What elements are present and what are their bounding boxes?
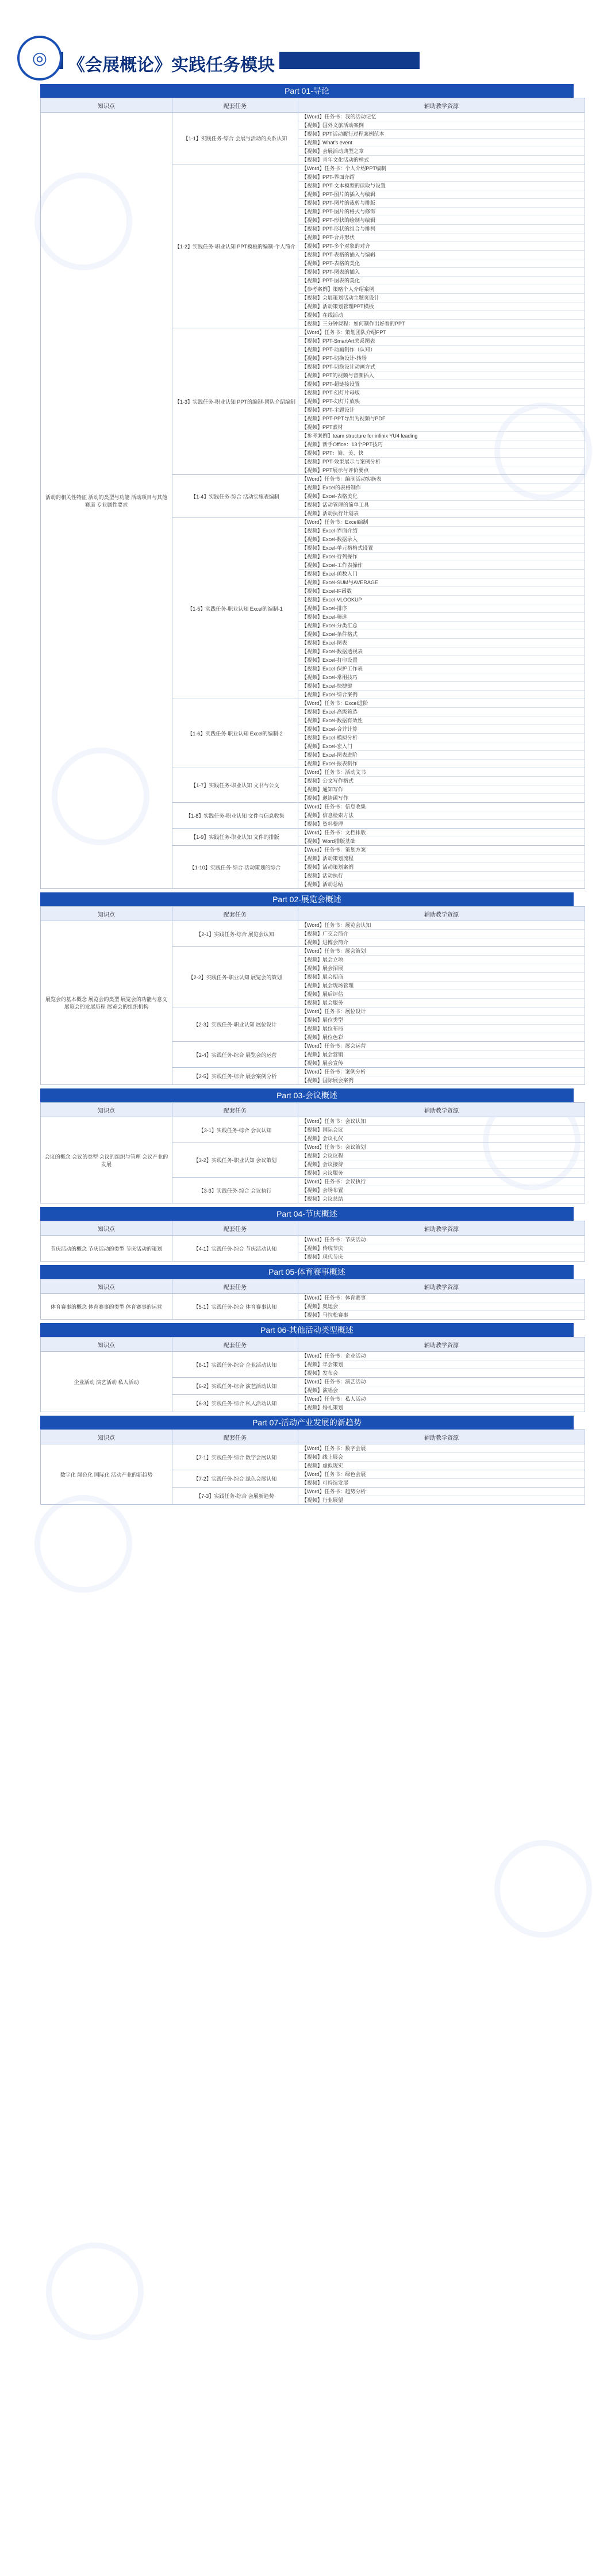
task-cell: 【1-7】实践任务-职业认知 文书与公文 — [172, 768, 298, 803]
resource-item[interactable]: 【Word】任务书：展览会认知 — [298, 921, 585, 930]
resource-item[interactable]: 【Word】任务书：私人活动 — [298, 1395, 585, 1404]
resource-item[interactable]: 【Word】任务书：体育赛事 — [298, 1294, 585, 1302]
resource-item[interactable]: 【视频】PPT展示与评价要点 — [302, 467, 369, 473]
resource-item[interactable]: 【视频】邀请函写作 — [302, 795, 349, 801]
resource-item[interactable]: 【视频】通知写作 — [298, 785, 585, 794]
resource-item[interactable]: 【视频】PPT-切换设计-转场 — [298, 354, 585, 363]
resource-cell — [298, 1178, 585, 1203]
resource-cell — [298, 921, 585, 947]
resource-item[interactable]: 【Word】任务书：绿色会展 — [298, 1470, 585, 1479]
resource-item[interactable]: 【视频】PPT-切换设计动画方式 — [298, 363, 585, 371]
resource-item[interactable]: 【视频】Excel的表格制作 — [298, 484, 585, 492]
resource-item[interactable]: 【Word】任务书：企业活动 — [298, 1352, 585, 1360]
column-header: 配套任务 — [172, 1103, 298, 1117]
resource-item[interactable]: 【视频】Excel-模拟分析 — [298, 734, 585, 742]
task-cell: 【6-3】实践任务-综合 私人活动认知 — [172, 1395, 298, 1412]
resource-item[interactable]: 【视频】展位类型 — [298, 1016, 585, 1025]
resource-item[interactable]: 【视频】展后评估 — [298, 990, 585, 999]
resource-item[interactable]: 【视频】PPT-文本模型的读取与设置 — [298, 182, 585, 190]
resource-item[interactable]: 【视频】青年文化活动的样式 — [302, 157, 370, 163]
resource-item[interactable]: 【视频】会议接待 — [298, 1160, 585, 1169]
resource-item[interactable]: 【视频】PPT-图表的美化 — [298, 277, 585, 285]
resource-item[interactable]: 【视频】广交会简介 — [298, 930, 585, 938]
resource-item[interactable]: 【视频】Excel-VLOOKUP — [298, 596, 585, 604]
task-cell: 【1-6】实践任务-职业认知 Excel的编制-2 — [172, 699, 298, 768]
knowledge-cell: 数字化 绿色化 国际化 活动产业的新趋势 — [41, 1444, 172, 1505]
resource-item[interactable]: 【视频】Excel-排序 — [298, 604, 585, 613]
task-cell: 【1-3】实践任务-职业认知 PPT的编制-团队介绍编制 — [172, 328, 298, 475]
resource-item[interactable]: 【视频】PPT-效果展示与案例分析 — [298, 458, 585, 466]
resource-item[interactable]: 【视频】活动总结 — [302, 881, 344, 887]
resource-cell — [298, 1352, 585, 1378]
resource-item[interactable]: 【视频】Excel-数据录入 — [298, 535, 585, 544]
part-title: Part 01-导论 — [40, 84, 574, 98]
resource-item[interactable]: 【视频】Excel-行列操作 — [298, 553, 585, 561]
resource-item[interactable]: 【Word】任务书：我的活动记忆 — [298, 113, 585, 121]
task-cell: 【2-4】实践任务-综合 展览会的运营 — [172, 1042, 298, 1068]
resource-item[interactable]: 【视频】PPT-形状的绘制与编辑 — [298, 216, 585, 225]
resource-item[interactable]: 【视频】会展策划活动主题页设计 — [298, 294, 585, 302]
resource-item[interactable]: 【视频】Excel-表格美化 — [298, 492, 585, 501]
resource-item[interactable]: 【视频】新手Office：13个PPT技巧 — [298, 440, 585, 449]
resource-item[interactable]: 【视频】资料整理 — [302, 821, 344, 827]
resource-item[interactable]: 【Word】任务书：策划团队介绍PPT — [298, 328, 585, 337]
resource-cell — [298, 768, 585, 803]
resource-cell — [298, 328, 585, 475]
table-row — [41, 113, 585, 164]
column-header: 知识点 — [41, 1221, 172, 1236]
resource-item[interactable]: 【视频】年会策划 — [298, 1360, 585, 1369]
resource-item[interactable]: 【参考案例】策略个人介绍案例 — [298, 285, 585, 294]
resource-cell — [298, 1007, 585, 1042]
resource-item[interactable]: 【视频】会议礼仪 — [302, 1136, 344, 1141]
task-table — [40, 1102, 585, 1203]
resource-item[interactable]: 【视频】Excel-图表进阶 — [298, 751, 585, 760]
column-header: 辅助教学资源 — [298, 907, 585, 921]
column-header: 知识点 — [41, 1430, 172, 1444]
resource-item[interactable]: 【视频】进博会简介 — [302, 940, 349, 945]
resource-item[interactable]: 【Word】任务书：Excel进阶 — [298, 699, 585, 708]
resource-item[interactable]: 【视频】会展活动典型之章 — [298, 147, 585, 156]
resource-item[interactable]: 【视频】会议服务 — [302, 1170, 344, 1176]
column-header: 配套任务 — [172, 907, 298, 921]
task-table — [40, 1221, 585, 1262]
task-cell: 【1-4】实践任务-综合 活动实施表编制 — [172, 475, 298, 518]
resource-item[interactable]: 【视频】公文写作格式 — [298, 777, 585, 785]
resource-item[interactable]: 【Word】任务书：展会运营 — [298, 1042, 585, 1051]
resource-item[interactable]: 【视频】活动策划案例 — [298, 863, 585, 872]
resource-item[interactable]: 【参考案例】team structure for infinix YU4 leading — [298, 432, 585, 440]
resource-item[interactable]: 【视频】PPT-SmartArt关系图表 — [298, 337, 585, 346]
resource-item[interactable]: 【Word】任务书：展会策划 — [298, 947, 585, 956]
resource-cell — [298, 1117, 585, 1143]
column-header: 辅助教学资源 — [298, 98, 585, 113]
resource-item[interactable]: 【视频】Excel-报表制作 — [302, 761, 358, 766]
resource-item[interactable]: 【视频】展会宣传 — [302, 1060, 344, 1066]
resource-cell — [298, 1395, 585, 1412]
column-header: 辅助教学资源 — [298, 1103, 585, 1117]
resource-item[interactable]: 【视频】虚拟现实 — [302, 1463, 344, 1469]
resource-item[interactable]: 【视频】Excel-工作表操作 — [298, 561, 585, 570]
resource-cell — [298, 518, 585, 699]
task-cell: 【2-2】实践任务-职业认知 展览会的策划 — [172, 947, 298, 1007]
resource-item[interactable]: 【视频】PPT-主题设计 — [298, 406, 585, 415]
part-title: Part 05-体育赛事概述 — [40, 1265, 574, 1279]
part-title: Part 07-活动产业发展的新趋势 — [40, 1416, 574, 1429]
resource-item[interactable]: 【视频】展位布局 — [298, 1025, 585, 1033]
knowledge-cell: 节庆活动的概念 节庆活动的类型 节庆活动的策划 — [41, 1236, 172, 1262]
resource-item[interactable]: 【视频】PPT-PPT导出为视频与PDF — [298, 415, 585, 423]
resource-item[interactable]: 【视频】现代节庆 — [302, 1254, 344, 1260]
resource-item[interactable]: 【视频】PPT的视频与音频插入 — [298, 371, 585, 380]
resource-item[interactable]: 【视频】Excel-IF函数 — [298, 587, 585, 596]
resource-item[interactable]: 【视频】发布会 — [302, 1370, 339, 1376]
task-cell: 【7-3】实践任务-综合 会展新趋势 — [172, 1488, 298, 1505]
resource-item[interactable]: 【视频】国际会议 — [298, 1126, 585, 1134]
part-title: Part 04-节庆概述 — [40, 1207, 574, 1221]
table-row — [41, 1352, 585, 1378]
resource-item[interactable]: 【视频】Excel-宏入门 — [298, 742, 585, 751]
column-header: 配套任务 — [172, 1279, 298, 1294]
resource-item[interactable]: 【视频】信息检索方法 — [298, 811, 585, 820]
resource-item[interactable]: 【视频】Excel-图表 — [298, 639, 585, 647]
resource-item[interactable]: 【视频】会场布置 — [298, 1186, 585, 1195]
resource-item[interactable]: 【视频】展位色彩 — [302, 1034, 344, 1040]
resource-item[interactable]: 【视频】会议议程 — [298, 1152, 585, 1160]
task-table — [40, 1337, 585, 1412]
resource-item[interactable]: 【视频】奥运会 — [298, 1302, 585, 1311]
resource-item[interactable]: 【视频】在线活动 — [298, 311, 585, 320]
part-title: Part 06-其他活动类型概述 — [40, 1323, 574, 1337]
resource-cell — [298, 1470, 585, 1488]
resource-cell — [298, 829, 585, 846]
task-cell: 【7-2】实践任务-综合 绿色会展认知 — [172, 1470, 298, 1488]
resource-item[interactable]: 【视频】Excel-合并计算 — [298, 725, 585, 734]
resource-item[interactable]: 【视频】Excel-高级筛选 — [298, 708, 585, 716]
resource-item[interactable]: 【视频】展会现场管理 — [298, 982, 585, 990]
resource-item[interactable]: 【视频】PPT-超链接设置 — [298, 380, 585, 389]
resource-item[interactable]: 【视频】Excel-常用技巧 — [298, 673, 585, 682]
resource-item[interactable]: 【视频】Excel-打印设置 — [298, 656, 585, 665]
resource-item[interactable]: 【视频】Excel-数据有效性 — [298, 716, 585, 725]
content — [40, 80, 574, 1505]
resource-item[interactable]: 【Word】任务书：会议策划 — [298, 1143, 585, 1152]
resource-item[interactable]: 【Word】任务书：信息收集 — [298, 803, 585, 811]
resource-cell — [298, 1488, 585, 1505]
resource-item[interactable]: 【Word】任务书：Excel编制 — [298, 518, 585, 527]
resource-item[interactable]: 【视频】活动策划管理PPT模板 — [298, 302, 585, 311]
resource-cell — [298, 1068, 585, 1085]
resource-item[interactable]: 【视频】PPT-合并形状 — [298, 233, 585, 242]
resource-item[interactable]: 【视频】PPT-图表的插入 — [298, 268, 585, 277]
resource-item[interactable]: 【视频】PPT-形状的组合与排列 — [298, 225, 585, 233]
task-table — [40, 906, 585, 1085]
resource-item[interactable]: 【视频】PPT-幻灯片母版 — [298, 389, 585, 397]
resource-cell — [298, 475, 585, 518]
column-header: 配套任务 — [172, 1221, 298, 1236]
resource-item[interactable]: 【视频】活动管理的简单工具 — [298, 501, 585, 509]
resource-cell — [298, 1444, 585, 1470]
resource-cell — [298, 846, 585, 889]
resource-item[interactable]: 【视频】可持续发展 — [302, 1480, 349, 1486]
resource-item[interactable]: 【Word】任务书：文档排版 — [298, 829, 585, 837]
resource-item[interactable]: 【视频】PPT-幻灯片放映 — [298, 397, 585, 406]
table-row — [41, 1236, 585, 1262]
header — [0, 0, 611, 75]
resource-item[interactable]: 【视频】传统节庆 — [298, 1244, 585, 1253]
resource-cell — [298, 947, 585, 1007]
resource-item[interactable]: 【视频】活动执行计划表 — [302, 511, 359, 516]
logo-icon: ◎ — [17, 36, 62, 80]
task-cell: 【5-1】实践任务-综合 体育赛事认知 — [172, 1294, 298, 1320]
resource-item[interactable]: 【Word】任务书：节庆活动 — [298, 1236, 585, 1244]
resource-item[interactable]: 【视频】活动策划流程 — [298, 854, 585, 863]
part-title: Part 02-展览会概述 — [40, 892, 574, 906]
resource-cell — [298, 803, 585, 829]
resource-item[interactable]: 【视频】线上展会 — [298, 1453, 585, 1462]
table-row — [41, 1117, 585, 1143]
column-header: 辅助教学资源 — [298, 1279, 585, 1294]
resource-item[interactable]: 【视频】活动执行 — [298, 872, 585, 880]
column-header: 辅助教学资源 — [298, 1337, 585, 1352]
resource-item[interactable]: 【视频】行业展望 — [302, 1497, 344, 1503]
resource-cell — [298, 113, 585, 164]
task-cell: 【1-8】实践任务-职业认知 文件与信息收集 — [172, 803, 298, 829]
table-row — [41, 921, 585, 947]
resource-item[interactable]: 【视频】PPT活动履行过程案例范本 — [298, 130, 585, 139]
resource-item[interactable]: 【视频】Excel-保护工作表 — [298, 665, 585, 673]
resource-item[interactable]: 【视频】展会招展 — [298, 964, 585, 973]
resource-item[interactable]: 【视频】PPT-表格的插入与编辑 — [298, 251, 585, 259]
resource-item[interactable]: 【视频】PPT-图片的裁剪与排版 — [298, 199, 585, 208]
resource-cell — [298, 699, 585, 768]
resource-cell — [298, 1236, 585, 1262]
knowledge-cell: 活动的相关性特征 活动的类型与功能 活动项目与其他赛道 专业属性要求 — [41, 113, 172, 889]
task-table — [40, 1279, 585, 1320]
resource-cell — [298, 1143, 585, 1178]
resource-item[interactable]: 【视频】婚礼策划 — [302, 1405, 344, 1410]
resource-item[interactable]: 【视频】PPT素材 — [298, 423, 585, 432]
column-header: 知识点 — [41, 907, 172, 921]
resource-item[interactable]: 【视频】Excel-界面介绍 — [298, 527, 585, 535]
table-row — [41, 1294, 585, 1320]
resource-item[interactable]: 【视频】Excel-综合案例 — [302, 692, 358, 697]
task-cell: 【3-3】实践任务-综合 会议执行 — [172, 1178, 298, 1203]
knowledge-cell: 展览会的基本概念 展览会的类型 展览会的功能与意义 展览会的发展历程 展览会的组织机构 — [41, 921, 172, 1085]
knowledge-cell: 体育赛事的概念 体育赛事的类型 体育赛事的运营 — [41, 1294, 172, 1320]
task-cell: 【6-2】实践任务-综合 演艺活动认知 — [172, 1378, 298, 1395]
task-cell: 【1-9】实践任务-职业认知 文件的排版 — [172, 829, 298, 846]
resource-item[interactable]: 【视频】马拉松赛事 — [302, 1312, 349, 1318]
resource-item[interactable]: 【视频】Excel-单元格格式设置 — [298, 544, 585, 553]
part-title: Part 03-会议概述 — [40, 1088, 574, 1102]
resource-item[interactable]: 【视频】Excel-快捷键 — [298, 682, 585, 691]
task-cell: 【4-1】实践任务-综合 节庆活动认知 — [172, 1236, 298, 1262]
resource-item[interactable]: 【视频】Excel-数据透视表 — [298, 647, 585, 656]
task-cell: 【2-3】实践任务-职业认知 展位设计 — [172, 1007, 298, 1042]
knowledge-cell: 会议的概念 会议的类型 会议的组织与管理 会议产业的发展 — [41, 1117, 172, 1203]
resource-item[interactable]: 【Word】任务书：展位设计 — [298, 1007, 585, 1016]
column-header: 知识点 — [41, 1103, 172, 1117]
task-cell: 【1-1】实践任务-综合 会展与活动的关系认知 — [172, 113, 298, 164]
page-title: 《会展概论》实践任务模块 — [63, 51, 279, 76]
resource-item[interactable]: 【视频】展会服务 — [302, 1000, 344, 1006]
column-header: 辅助教学资源 — [298, 1430, 585, 1444]
column-header: 配套任务 — [172, 98, 298, 113]
resource-item[interactable]: 【视频】PPT：简、美、快 — [298, 449, 585, 458]
table-row — [41, 1444, 585, 1470]
resource-item[interactable]: 【视频】PPT-图片的格式与修饰 — [298, 208, 585, 216]
resource-item[interactable]: 【视频】Excel-SUM与AVERAGE — [298, 578, 585, 587]
resource-item[interactable]: 【Word】任务书：策划方案 — [298, 846, 585, 854]
resource-item[interactable]: 【Word】任务书：个人介绍PPT编制 — [298, 164, 585, 173]
task-table — [40, 98, 585, 889]
resource-item[interactable]: 【Word】任务书：趋势分析 — [298, 1488, 585, 1496]
column-header: 配套任务 — [172, 1337, 298, 1352]
resource-item[interactable]: 【视频】Excel-函数入门 — [298, 570, 585, 578]
resource-item[interactable]: 【Word】任务书：会议认知 — [298, 1117, 585, 1126]
task-cell: 【3-1】实践任务-综合 会议认知 — [172, 1117, 298, 1143]
resource-item[interactable]: 【Word】任务书：演艺活动 — [298, 1378, 585, 1386]
task-cell: 【1-2】实践任务-职业认知 PPT模板的编制-个人简介 — [172, 164, 298, 328]
resource-cell — [298, 1294, 585, 1320]
resource-item[interactable]: 【视频】PPT-多个对象的对齐 — [298, 242, 585, 251]
knowledge-cell: 企业活动 演艺活动 私人活动 — [41, 1352, 172, 1412]
resource-item[interactable]: 【视频】PPT-表格的美化 — [298, 259, 585, 268]
column-header: 知识点 — [41, 1279, 172, 1294]
task-cell: 【2-1】实践任务-综合 展览会认知 — [172, 921, 298, 947]
resource-item[interactable]: 【视频】国外文旅活动案例 — [298, 121, 585, 130]
resource-item[interactable]: 【视频】会议总结 — [302, 1196, 344, 1202]
resource-item[interactable]: 【Word】任务书：案例分析 — [298, 1068, 585, 1076]
resource-item[interactable]: 【视频】国际展会案例 — [302, 1078, 354, 1083]
resource-item[interactable]: 【视频】What's event — [298, 139, 585, 147]
resource-item[interactable]: 【视频】演唱会 — [302, 1387, 339, 1393]
resource-item[interactable]: 【视频】PPT-界面介绍 — [298, 173, 585, 182]
resource-item[interactable]: 【Word】任务书：编制活动实施表 — [298, 475, 585, 484]
column-header: 配套任务 — [172, 1430, 298, 1444]
column-header: 知识点 — [41, 1337, 172, 1352]
resource-item[interactable]: 【视频】Word排版基础 — [302, 838, 356, 844]
task-cell: 【3-2】实践任务-职业认知 会议策划 — [172, 1143, 298, 1178]
resource-item[interactable]: 【视频】Excel-分类汇总 — [298, 622, 585, 630]
resource-item[interactable]: 【视频】三分钟课程：如何制作出好看的PPT — [302, 321, 405, 327]
resource-cell — [298, 1042, 585, 1068]
resource-item[interactable]: 【Word】任务书：数字会展 — [298, 1444, 585, 1453]
column-header: 辅助教学资源 — [298, 1221, 585, 1236]
task-cell: 【7-1】实践任务-综合 数字会展认知 — [172, 1444, 298, 1470]
resource-cell — [298, 164, 585, 328]
resource-item[interactable]: 【视频】展会招商 — [298, 973, 585, 982]
column-header: 知识点 — [41, 98, 172, 113]
resource-item[interactable]: 【视频】Excel-筛选 — [298, 613, 585, 622]
resource-item[interactable]: 【Word】任务书：会议执行 — [298, 1178, 585, 1186]
resource-item[interactable]: 【视频】Excel-条件格式 — [298, 630, 585, 639]
resource-item[interactable]: 【Word】任务书：活动文书 — [298, 768, 585, 777]
resource-item[interactable]: 【视频】展会立项 — [298, 956, 585, 964]
task-cell: 【6-1】实践任务-综合 企业活动认知 — [172, 1352, 298, 1378]
resource-item[interactable]: 【视频】PPT-动画制作（认知） — [298, 346, 585, 354]
task-table — [40, 1429, 585, 1505]
task-cell: 【1-5】实践任务-职业认知 Excel的编制-1 — [172, 518, 298, 699]
resource-cell — [298, 1378, 585, 1395]
resource-item[interactable]: 【视频】PPT-图片的插入与编辑 — [298, 190, 585, 199]
task-cell: 【2-5】实践任务-综合 展会案例分析 — [172, 1068, 298, 1085]
task-cell: 【1-10】实践任务-综合 活动策划的综合 — [172, 846, 298, 889]
resource-item[interactable]: 【视频】展会营销 — [298, 1051, 585, 1059]
